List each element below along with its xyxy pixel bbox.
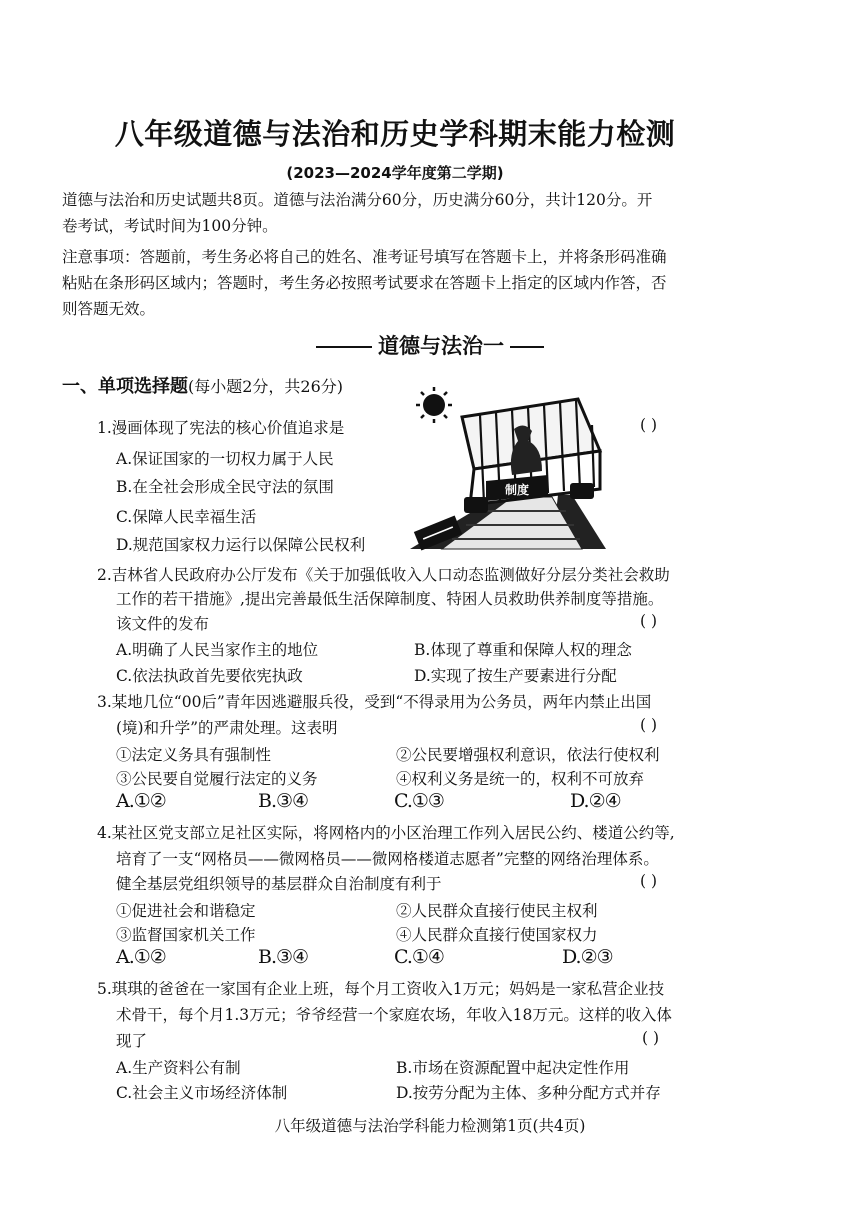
part-heading [62, 372, 343, 398]
q5-answer-paren: ( ) [642, 1029, 660, 1047]
sign-text: 制度 [504, 483, 530, 497]
q3-answer-paren: ( ) [640, 716, 658, 734]
q3-line: (境)和升学”的严肃处理。这表明 [116, 719, 338, 737]
rail-track [410, 495, 606, 551]
notice-line: 注意事项：答题前，考生务必将自己的姓名、准考证号填写在答题卡上，并将条形码准确 [62, 248, 667, 266]
q5-line: 5.琪琪的爸爸在一家国有企业上班，每个月工资收入1万元；妈妈是一家私营企业技 [97, 980, 665, 998]
q1-option-d: D.规范国家权力运行以保障公民权利 [116, 536, 366, 554]
part-heading-text: 一、单项选择题 [62, 376, 188, 397]
q3-statement-1: ①法定义务具有强制性 [116, 746, 272, 764]
q3-statement-2: ②公民要增强权利意识，依法行使权利 [396, 746, 660, 764]
q4-answer-paren: ( ) [640, 872, 658, 890]
q3-choice-c: C.①③ [394, 790, 444, 812]
intro-line: 卷考试，考试时间为100分钟。 [62, 217, 278, 235]
notice-line: 则答题无效。 [62, 300, 156, 318]
q2-option-b: B.体现了尊重和保障人权的理念 [414, 641, 632, 659]
q4-line: 培育了一支“网格员——微网格员——微网格楼道志愿者”完整的网络治理体系。 [116, 850, 659, 868]
q4-statement-4: ④人民群众直接行使国家权力 [396, 926, 598, 944]
q4-line: 4.某社区党支部立足社区实际，将网格内的小区治理工作列入居民公约、楼道公约等, [97, 824, 675, 842]
exam-title: 八年级道德与法治和历史学科期末能力检测 [114, 117, 676, 151]
notice-line: 粘贴在条形码区域内；答题时，考生务必按照考试要求在答题卡上指定的区域内作答，否 [62, 274, 667, 292]
q2-line: 工作的若干措施》,提出完善最低生活保障制度、特困人员救助供养制度等措施。 [116, 590, 664, 608]
q2-option-a: A.明确了人民当家作主的地位 [116, 641, 319, 659]
q5-option-c: C.社会主义市场经济体制 [116, 1084, 288, 1102]
q1-answer-paren: ( ) [640, 416, 658, 434]
q1-option-b: B.在全社会形成全民守法的氛围 [116, 478, 334, 496]
q1-option-a: A.保证国家的一切权力属于人民 [116, 450, 334, 468]
part-note: (每小题2分，共26分) [188, 377, 344, 396]
q1-option-c: C.保障人民幸福生活 [116, 508, 257, 526]
right-dash [510, 346, 544, 348]
q4-choice-d: D.②③ [562, 946, 613, 968]
section-title [0, 330, 860, 360]
exam-subtitle: (2023—2024学年度第二学期) [286, 164, 504, 182]
q2-option-d: D.实现了按生产要素进行分配 [414, 667, 617, 685]
q4-line: 健全基层党组织领导的基层群众自治制度有利于 [116, 875, 442, 893]
q5-option-a: A.生产资料公有制 [116, 1059, 241, 1077]
q2-line: 该文件的发布 [116, 615, 210, 633]
left-dash [316, 346, 372, 348]
q4-statement-3: ③监督国家机关工作 [116, 926, 256, 944]
q5-option-b: B.市场在资源配置中起决定性作用 [396, 1059, 630, 1077]
q4-choice-a: A.①② [116, 946, 166, 968]
q3-choice-a: A.①② [116, 790, 166, 812]
q2-line: 2.吉林省人民政府办公厅发布《关于加强低收入人口动态监测做好分层分类社会救助 [97, 566, 670, 584]
q5-line: 现了 [116, 1032, 148, 1050]
q4-statement-2: ②人民群众直接行使民主权利 [396, 902, 598, 920]
q2-option-c: C.依法执政首先要依宪执政 [116, 667, 303, 685]
q3-choice-b: B.③④ [258, 790, 309, 812]
q3-choice-d: D.②④ [570, 790, 621, 812]
section-title-text: 道德与法治一 [378, 334, 504, 358]
q3-statement-3: ③公民要自觉履行法定的义务 [116, 770, 318, 788]
intro-text [62, 187, 737, 239]
q5-option-d: D.按劳分配为主体、多种分配方式并存 [396, 1084, 661, 1102]
constitution-cartoon [402, 385, 610, 551]
notice-text [62, 244, 737, 322]
q4-statement-1: ①促进社会和谐稳定 [116, 902, 256, 920]
intro-line: 道德与法治和历史试题共8页。道德与法治满分60分，历史满分60分，共计120分。开 [62, 191, 653, 209]
sun-icon [416, 387, 452, 423]
q1-stem: 1.漫画体现了宪法的核心价值追求是 [97, 419, 345, 437]
q2-answer-paren: ( ) [640, 612, 658, 630]
q5-line: 术骨干，每个月1.3万元；爷爷经营一个家庭农场，年收入18万元。这样的收入体 [116, 1006, 672, 1024]
q3-statement-4: ④权利义务是统一的，权利不可放弃 [396, 770, 645, 788]
q3-line: 3.某地几位“00后”青年因逃避服兵役，受到“不得录用为公务员，两年内禁止出国 [97, 693, 652, 711]
q4-choice-b: B.③④ [258, 946, 309, 968]
q4-choice-c: C.①④ [394, 946, 444, 968]
page-footer: 八年级道德与法治学科能力检测第1页(共4页) [274, 1117, 586, 1135]
